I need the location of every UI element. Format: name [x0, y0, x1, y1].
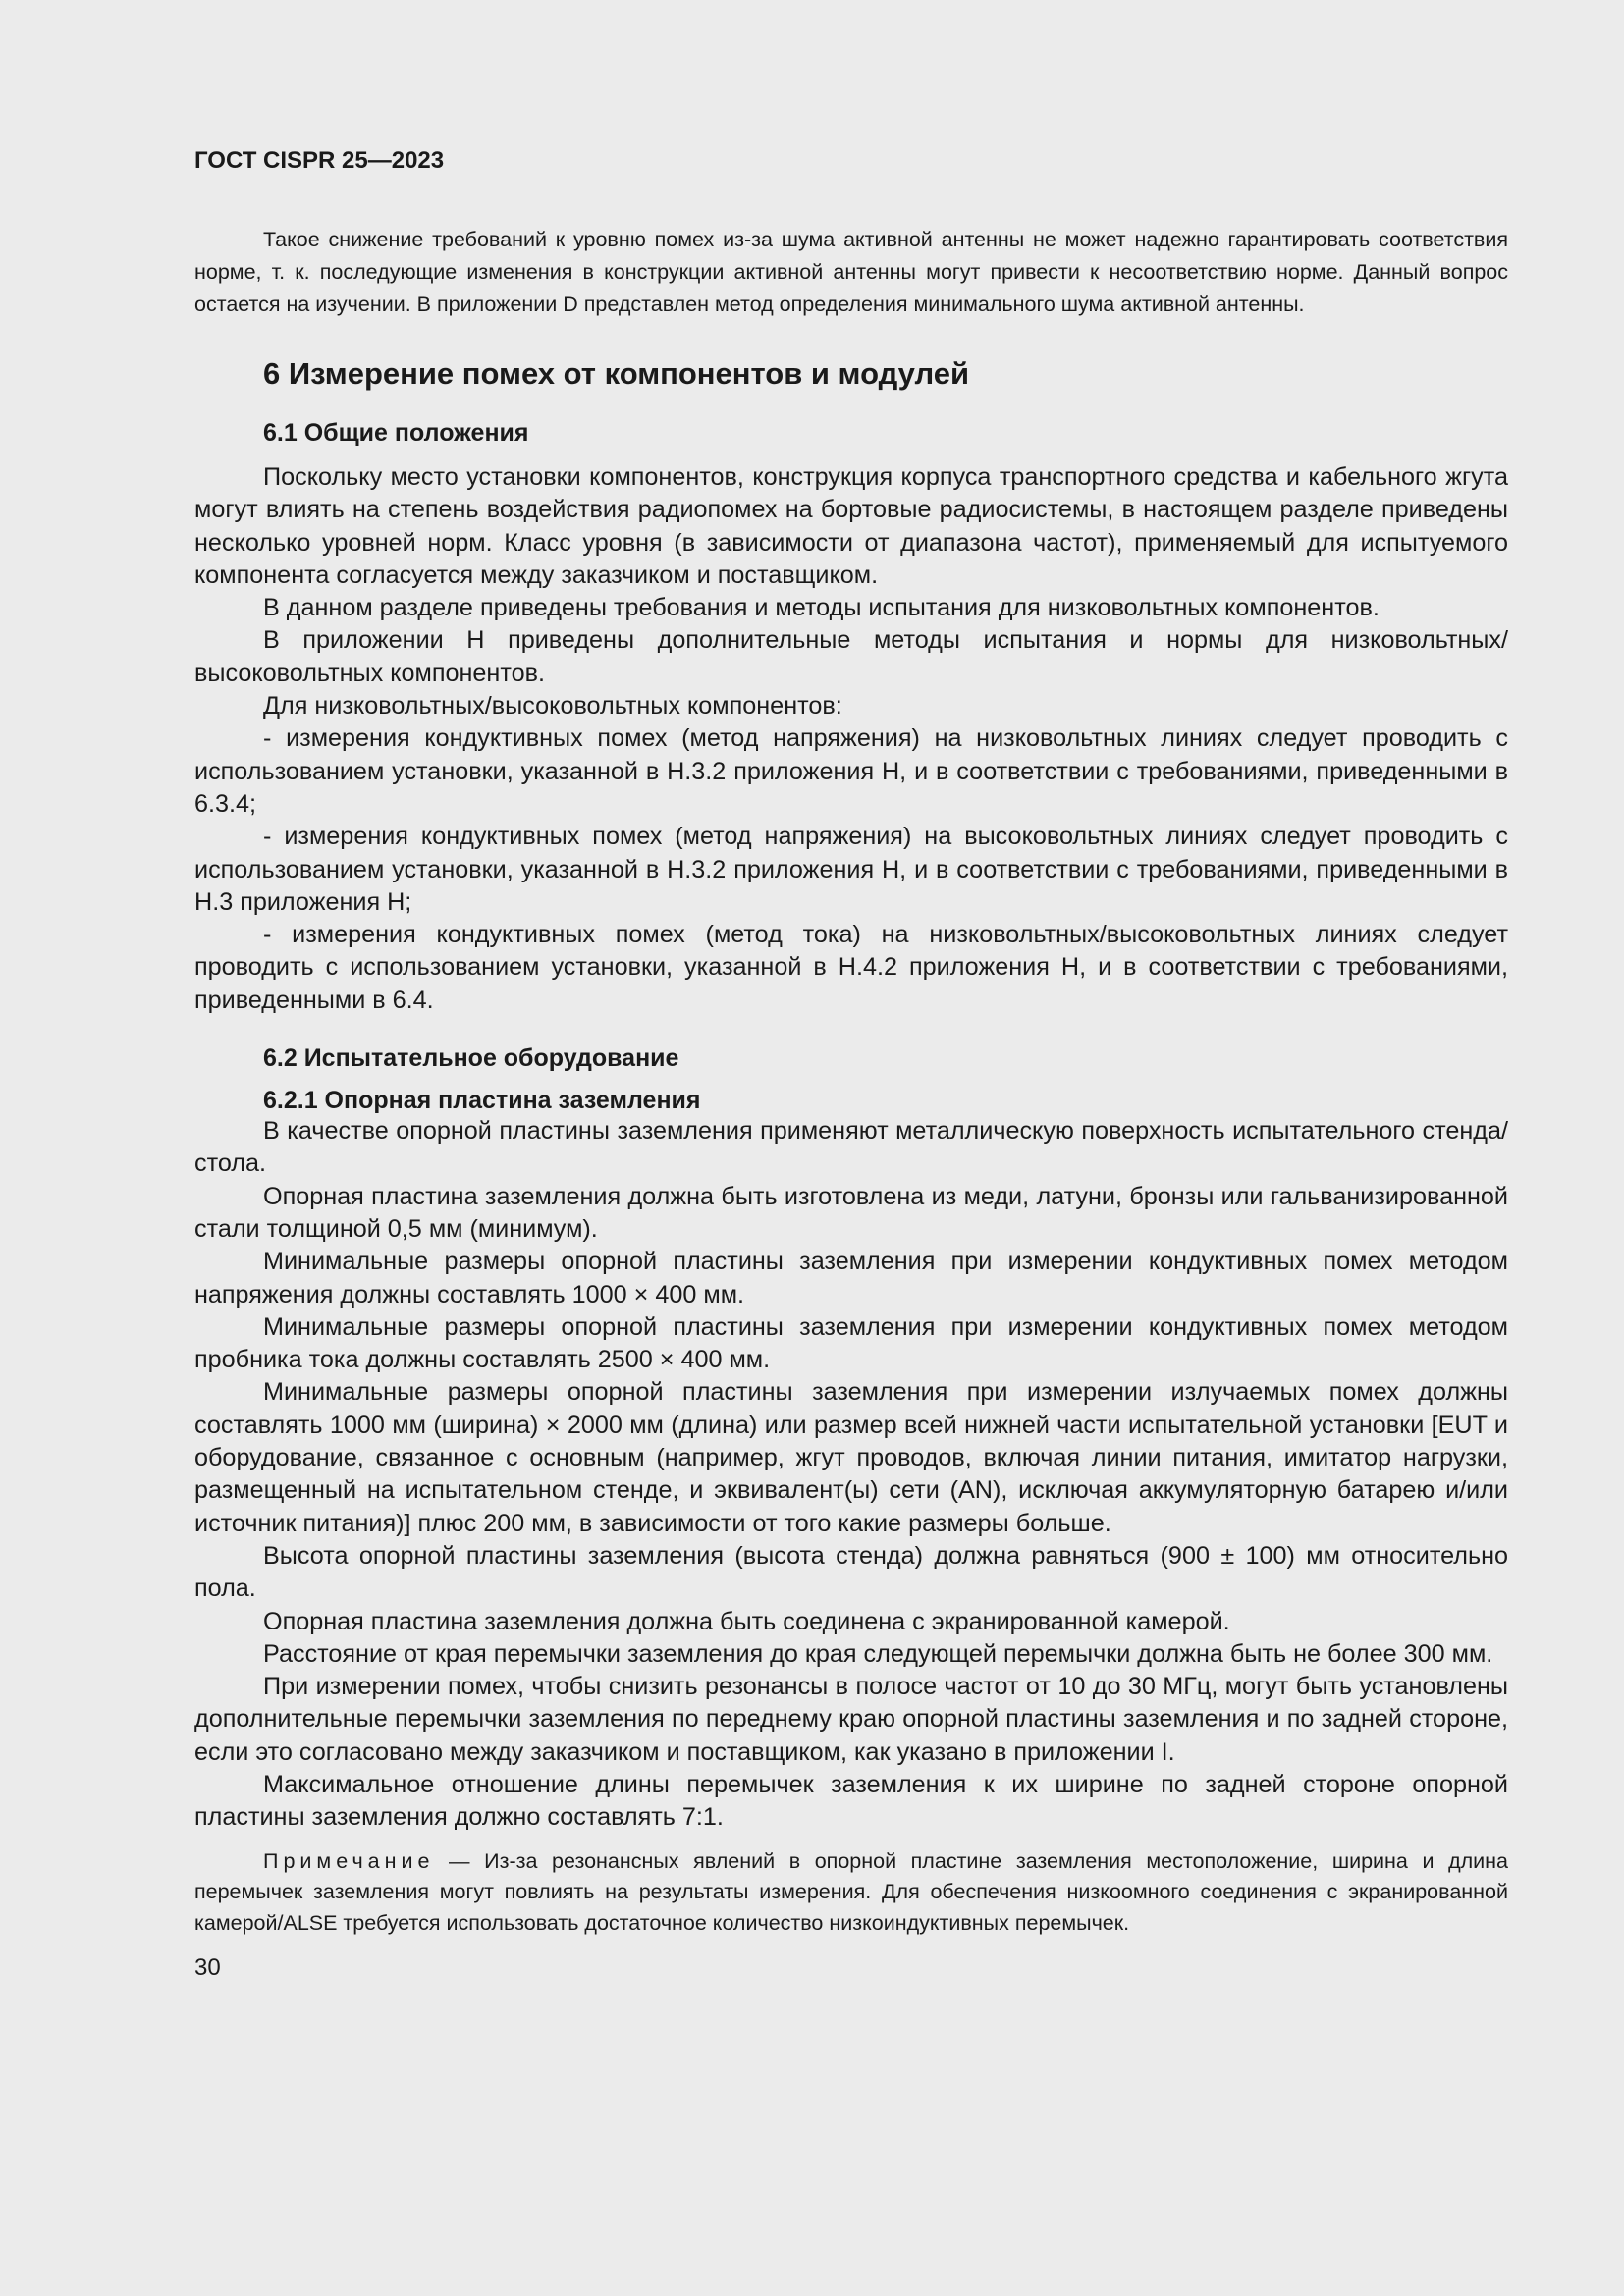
list-item: - измерения кондуктивных помех (метод напряжения) на высоковольтных линиях следует проводить с использованием установки, указанной в H.3.2 приложения H, и в соответствии с требованиями, приведенными в H.3 приложения H; — [194, 823, 1508, 916]
paragraph: В качестве опорной пластины заземления применяют металлическую поверхность испытательного стенда/стола. — [194, 1117, 1508, 1178]
paragraph: Максимальное отношение длины перемычек заземления к их ширине по задней стороне опорной пластины заземления должно составлять 7:1. — [194, 1770, 1508, 1832]
section-6-2-title: 6.2 Испытательное оборудование — [263, 1044, 679, 1073]
paragraph: Минимальные размеры опорной пластины заземления при измерении кондуктивных помех методом пробника тока должны составлять 2500 × 400 мм. — [194, 1312, 1508, 1374]
paragraph: Поскольку место установки компонентов, конструкция корпуса транспортного средства и кабельного жгута могут влиять на степень воздействия радиопомех на бортовые радиосистемы, в настоящем разделе приведены несколько уровней норм. Класс уровня (в зависимости от диапазона частот), применяемый для испытуемого компонента согласуется между заказчиком и поставщиком. — [194, 463, 1508, 589]
paragraph: Расстояние от края перемычки заземления до края следующей перемычки должна быть не более 300 мм. — [263, 1639, 1493, 1668]
document-header: ГОСТ CISPR 25—2023 — [194, 147, 445, 174]
paragraph: Для низковольтных/высоковольтных компонентов: — [263, 692, 842, 721]
section-6-title: 6 Измерение помех от компонентов и модулей — [263, 356, 970, 391]
paragraph: Опорная пластина заземления должна быть соединена с экранированной камерой. — [263, 1607, 1230, 1635]
list-item: - измерения кондуктивных помех (метод тока) на низковольтных/высоковольтных линиях следует проводить с использованием установки, указанной в H.4.2 приложения H, и в соответствии с требованиями, приведенными в 6.4. — [194, 921, 1508, 1014]
paragraph: В приложении H приведены дополнительные методы испытания и нормы для низковольтных/высоковольтных компонентов. — [194, 626, 1508, 687]
paragraph: При измерении помех, чтобы снизить резонансы в полосе частот от 10 до 30 МГц, могут быть установлены дополнительные перемычки заземления по переднему краю опорной пластины заземления и по задней стороне, если это согласовано между заказчиком и поставщиком, как указано в приложении I. — [194, 1673, 1508, 1766]
paragraph: Минимальные размеры опорной пластины заземления при измерении кондуктивных помех методом напряжения должны составлять 1000 × 400 мм. — [194, 1248, 1508, 1308]
section-6-2-1-title: 6.2.1 Опорная пластина заземления — [263, 1087, 701, 1115]
section-6-1-title: 6.1 Общие положения — [263, 419, 529, 447]
paragraph: Минимальные размеры опорной пластины заземления при измерении излучаемых помех должны составлять 1000 мм (ширина) × 2000 мм (длина) или размер всей нижней части испытательной установки [EUT и оборудование, связанное с основным (например, жгут проводов, включая линии питания, имитатор нагрузки, размещенный на испытательном стенде, и эквивалент(ы) сети (AN), исключая аккумуляторную батарею и/или источник питания)] плюс 200 мм, в зависимости от того какие размеры больше. — [194, 1378, 1508, 1537]
note-text: — Из-за резонансных явлений в опорной пластине заземления местоположение, ширина и длина перемычек заземления могут повлиять на результаты измерения. Для обеспечения низкоомного соединения с экранированной камерой/ALSE требуется использовать достаточное количество низкоиндуктивных перемычек. — [194, 1848, 1508, 1935]
note-label: Примечание — [263, 1848, 435, 1873]
document-page — [194, 147, 1508, 1982]
paragraph: Опорная пластина заземления должна быть изготовлена из меди, латуни, бронзы или гальванизированной стали толщиной 0,5 мм (минимум). — [194, 1182, 1508, 1243]
intro-paragraph: Такое снижение требований к уровню помех из-за шума активной антенны не может надежно гарантировать соответствия норме, т. к. последующие изменения в конструкции активной антенны могут привести к несоответствию норме. Данный вопрос остается на изучении. В приложении D представлен метод определения минимального шума активной антенны. — [194, 228, 1508, 316]
paragraph: В данном разделе приведены требования и методы испытания для низковольтных компонентов. — [263, 594, 1380, 622]
list-item: - измерения кондуктивных помех (метод напряжения) на низковольтных линиях следует проводить с использованием установки, указанной в H.3.2 приложения H, и в соответствии с требованиями, приведенными в 6.3.4; — [194, 724, 1508, 818]
note — [194, 1846, 1508, 1940]
paragraph: Высота опорной пластины заземления (высота стенда) должна равняться (900 ± 100) мм относительно пола. — [194, 1541, 1508, 1603]
page-number: 30 — [194, 1954, 221, 1982]
